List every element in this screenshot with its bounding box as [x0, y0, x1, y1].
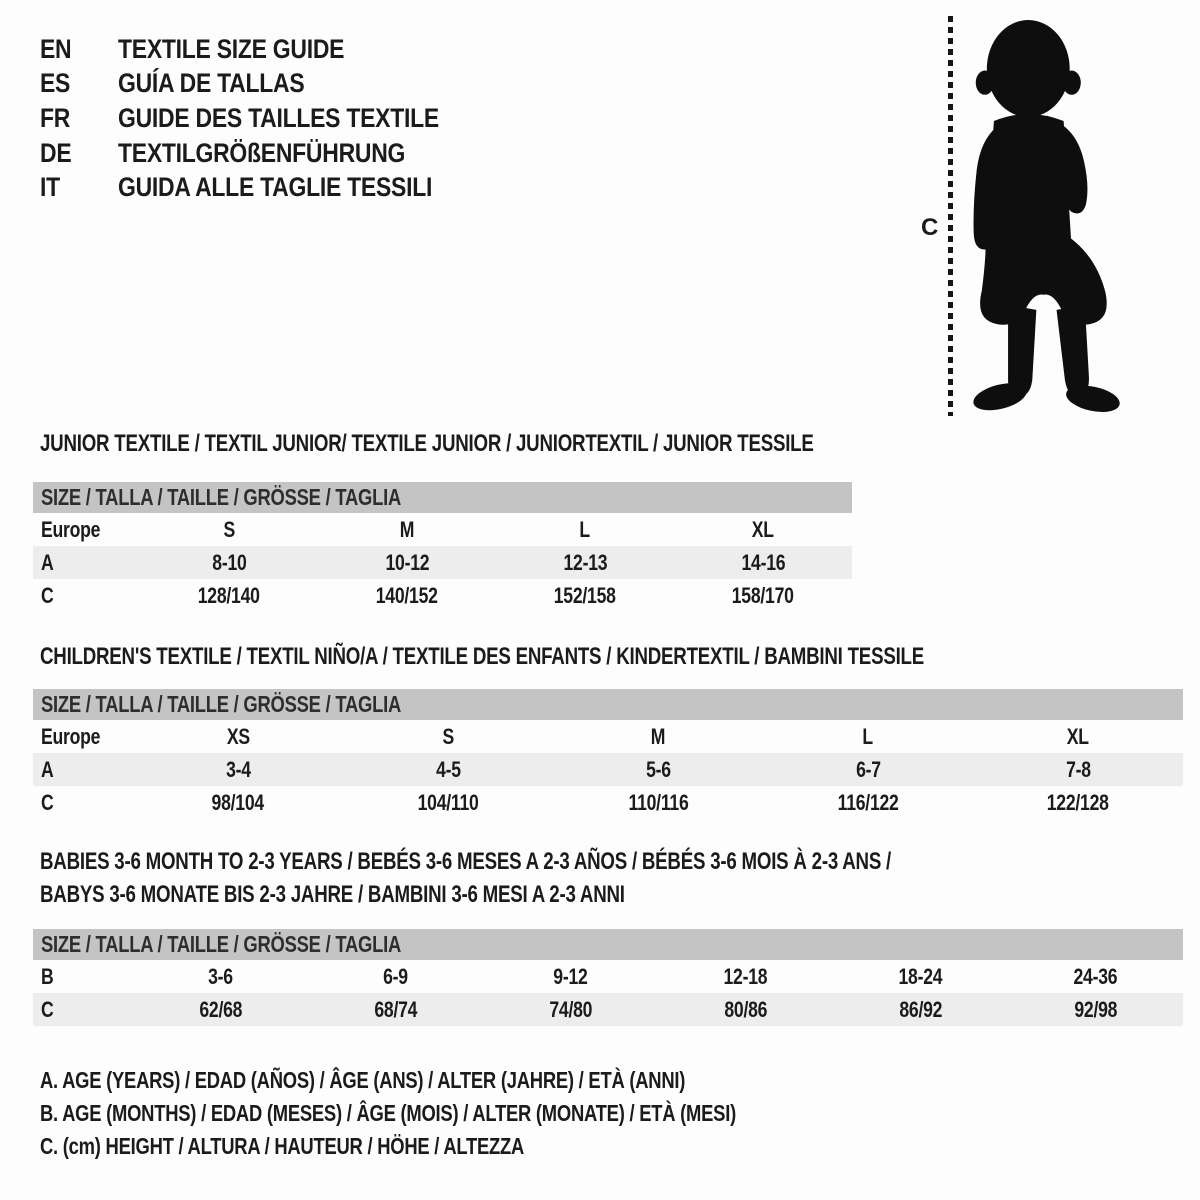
table-cell: 128/140: [198, 582, 260, 608]
table-cell: XL: [1066, 723, 1089, 749]
row-label: C: [41, 789, 54, 815]
guide-title: GUÍA DE TALLAS: [118, 68, 305, 99]
table-row-height: [33, 993, 1183, 1026]
row-label: C: [41, 582, 54, 608]
table-cell: 98/104: [211, 789, 265, 815]
table-row-height: [33, 579, 852, 612]
table-cell: 12-18: [723, 963, 768, 989]
language-code: ES: [40, 68, 71, 99]
babies-size-table: [33, 929, 1183, 1026]
table-cell: 12-13: [563, 549, 607, 575]
table-cell: 152/158: [554, 582, 616, 608]
language-row-it: [40, 170, 496, 205]
language-code: DE: [40, 137, 72, 168]
language-code: IT: [40, 172, 60, 203]
table-row-age-months: [33, 960, 1183, 993]
guide-title: TEXTILE SIZE GUIDE: [118, 33, 345, 64]
table-cell: 140/152: [376, 582, 438, 608]
row-label: Europe: [41, 516, 101, 542]
table-cell: 116/122: [837, 789, 899, 815]
table-cell: 7-8: [1065, 756, 1091, 782]
language-title-list: [40, 32, 496, 205]
language-row-fr: [40, 101, 496, 136]
table-row-age: [33, 546, 852, 579]
row-label: C: [41, 996, 54, 1022]
language-row-de: [40, 136, 496, 171]
guide-title: GUIDE DES TAILLES TEXTILE: [118, 102, 439, 133]
table-cell: L: [579, 516, 591, 542]
table-cell: 122/128: [1047, 789, 1109, 815]
table-cell: 6-7: [855, 756, 881, 782]
language-code: EN: [40, 33, 72, 64]
table-cell: 9-12: [553, 963, 588, 989]
table-cell: L: [862, 723, 874, 749]
legend-line-a: A. AGE (YEARS) / EDAD (AÑOS) / ÂGE (ANS) / ALTER (JAHRE) / ETÀ (ANNI): [40, 1067, 686, 1093]
section-heading-junior: JUNIOR TEXTILE / TEXTIL JUNIOR/ TEXTILE JUNIOR / JUNIORTEXTIL / JUNIOR TESSILE: [40, 430, 814, 457]
legend: [40, 1064, 910, 1163]
table-cell: 14-16: [741, 549, 785, 575]
table-cell: 92/98: [1074, 996, 1117, 1022]
language-row-es: [40, 67, 496, 102]
row-label: B: [41, 963, 54, 989]
row-label: A: [41, 756, 54, 782]
size-table-header-bar: SIZE / TALLA / TAILLE / GRÖSSE / TAGLIA: [33, 929, 1183, 960]
table-cell: 5-6: [645, 756, 671, 782]
children-size-table: [33, 689, 1183, 819]
table-cell: 62/68: [199, 996, 242, 1022]
table-cell: 24-36: [1073, 963, 1118, 989]
table-cell: 18-24: [898, 963, 943, 989]
table-row-height: [33, 786, 1183, 819]
baby-silhouette-icon: [962, 14, 1142, 418]
table-cell: S: [223, 516, 235, 542]
table-cell: M: [650, 723, 666, 749]
row-label: Europe: [41, 723, 101, 749]
table-cell: 8-10: [211, 549, 247, 575]
table-row-europe: [33, 720, 1183, 753]
table-cell: 4-5: [435, 756, 461, 782]
table-cell: 6-9: [383, 963, 408, 989]
section-heading-babies-line2: BABYS 3-6 MONATE BIS 2-3 JAHRE / BAMBINI 3-6 MESI A 2-3 ANNI: [40, 881, 625, 908]
guide-title: TEXTILGRÖßENFÜHRUNG: [118, 137, 406, 168]
table-cell: 80/86: [724, 996, 767, 1022]
table-cell: 110/116: [628, 789, 688, 815]
legend-line-c: C. (cm) HEIGHT / ALTURA / HAUTEUR / HÖHE / ALTEZZA: [40, 1133, 525, 1159]
table-cell: 3-4: [225, 756, 251, 782]
table-cell: 68/74: [374, 996, 417, 1022]
size-table-header-bar: SIZE / TALLA / TAILLE / GRÖSSE / TAGLIA: [33, 689, 1183, 720]
language-row-en: [40, 32, 496, 67]
table-cell: XL: [751, 516, 774, 542]
table-cell: 74/80: [549, 996, 592, 1022]
table-cell: 158/170: [732, 582, 794, 608]
table-cell: 10-12: [385, 549, 429, 575]
table-cell: XS: [226, 723, 250, 749]
table-cell: 3-6: [208, 963, 233, 989]
table-cell: M: [399, 516, 415, 542]
table-cell: 104/110: [417, 789, 479, 815]
guide-title: GUIDA ALLE TAGLIE TESSILI: [118, 172, 433, 203]
height-measure-dashed-line: [948, 16, 953, 416]
table-row-europe: [33, 513, 852, 546]
legend-line-b: B. AGE (MONTHS) / EDAD (MESES) / ÂGE (MOIS) / ALTER (MONATE) / ETÀ (MESI): [40, 1100, 736, 1126]
section-heading-babies-line1: BABIES 3-6 MONTH TO 2-3 YEARS / BEBÉS 3-6 MESES A 2-3 AÑOS / BÉBÉS 3-6 MOIS À 2-3 ANS /: [40, 848, 892, 875]
table-cell: S: [442, 723, 454, 749]
language-code: FR: [40, 102, 71, 133]
row-label: A: [41, 549, 54, 575]
size-table-header-bar: SIZE / TALLA / TAILLE / GRÖSSE / TAGLIA: [33, 482, 852, 513]
height-measure-label: C: [921, 214, 939, 241]
junior-size-table: [33, 482, 852, 612]
section-heading-children: CHILDREN'S TEXTILE / TEXTIL NIÑO/A / TEXTILE DES ENFANTS / KINDERTEXTIL / BAMBINI TESSILE: [40, 643, 924, 670]
table-row-age: [33, 753, 1183, 786]
table-cell: 86/92: [899, 996, 942, 1022]
